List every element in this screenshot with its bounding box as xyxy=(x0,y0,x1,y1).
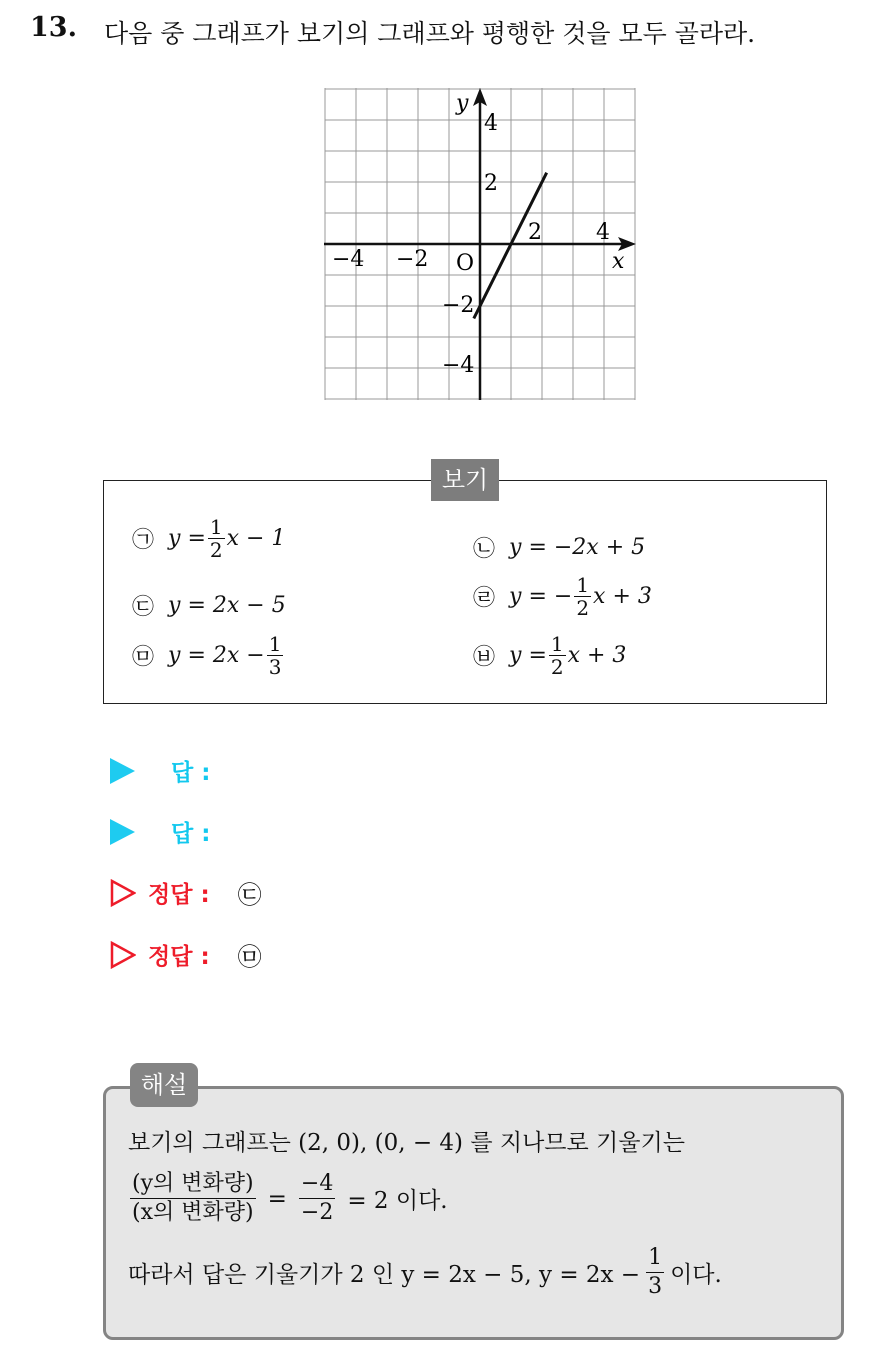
outline-triangle-icon xyxy=(110,941,136,969)
bogi-title: 보기 xyxy=(431,459,499,501)
correct-answer-label: 정답 : xyxy=(148,944,210,970)
bogi-option: ㉢ y = 2x − 5 xyxy=(132,593,286,620)
bogi-option: ㉣ y = − $\frac{1}{2}$ x + 3 xyxy=(473,573,652,620)
origin-label: O xyxy=(456,251,475,276)
outline-triangle-icon xyxy=(110,879,136,907)
question-text: 다음 중 그래프가 보기의 그래프와 평행한 것을 모두 골라라. xyxy=(104,19,756,48)
correct-answer-value: ㉢ xyxy=(237,881,262,909)
correct-answer-row xyxy=(110,937,262,972)
answer-row xyxy=(110,754,210,787)
bogi-option: ㉤ y = 2x − $\frac{1}{3}$ xyxy=(132,632,282,679)
correct-answer-label: 정답 : xyxy=(148,882,210,908)
bogi-option: ㉠ y = $\frac{1}{2}$ x − 1 xyxy=(132,515,286,562)
y-tick-label: −4 xyxy=(442,353,475,378)
play-icon xyxy=(110,819,135,845)
y-tick-label: 2 xyxy=(484,171,498,196)
solution-line-1: 보기의 그래프는 (2, 0), (0, − 4) 를 지나므로 기울기는 xyxy=(128,1130,685,1156)
y-tick-label: −2 xyxy=(442,293,475,318)
x-tick-label: −2 xyxy=(396,247,429,272)
solution-line-2: $\frac{\text{(y의 변화량)}}{\text{(x의 변화량)}}$ = $\frac{-4}{-2}$ = 2 이다. xyxy=(132,1171,448,1225)
bogi-option: ㉥ y = $\frac{1}{2}$ x + 3 xyxy=(473,632,627,679)
solution-line-3: 따라서 답은 기울기가 2 인 y = 2x − 5, y = 2x − $\frac{1}{3}$ 이다. xyxy=(128,1245,722,1299)
answer-label: 답 : xyxy=(171,760,211,786)
y-axis-label: y xyxy=(456,91,469,116)
play-icon xyxy=(110,758,135,784)
x-axis-label: x xyxy=(612,249,625,274)
coordinate-graph xyxy=(316,82,646,406)
solution-title: 해설 xyxy=(130,1063,198,1107)
x-tick-label: 4 xyxy=(596,220,610,245)
x-tick-label: 2 xyxy=(528,220,542,245)
y-tick-label: 4 xyxy=(484,111,498,136)
correct-answer-value: ㉤ xyxy=(237,943,262,971)
correct-answer-row xyxy=(110,875,262,910)
answer-label: 답 : xyxy=(171,821,211,847)
x-tick-label: −4 xyxy=(332,247,365,272)
answer-row xyxy=(110,815,210,848)
bogi-option: ㉡ y = −2x + 5 xyxy=(473,535,646,562)
question-number: 13. xyxy=(30,12,77,43)
